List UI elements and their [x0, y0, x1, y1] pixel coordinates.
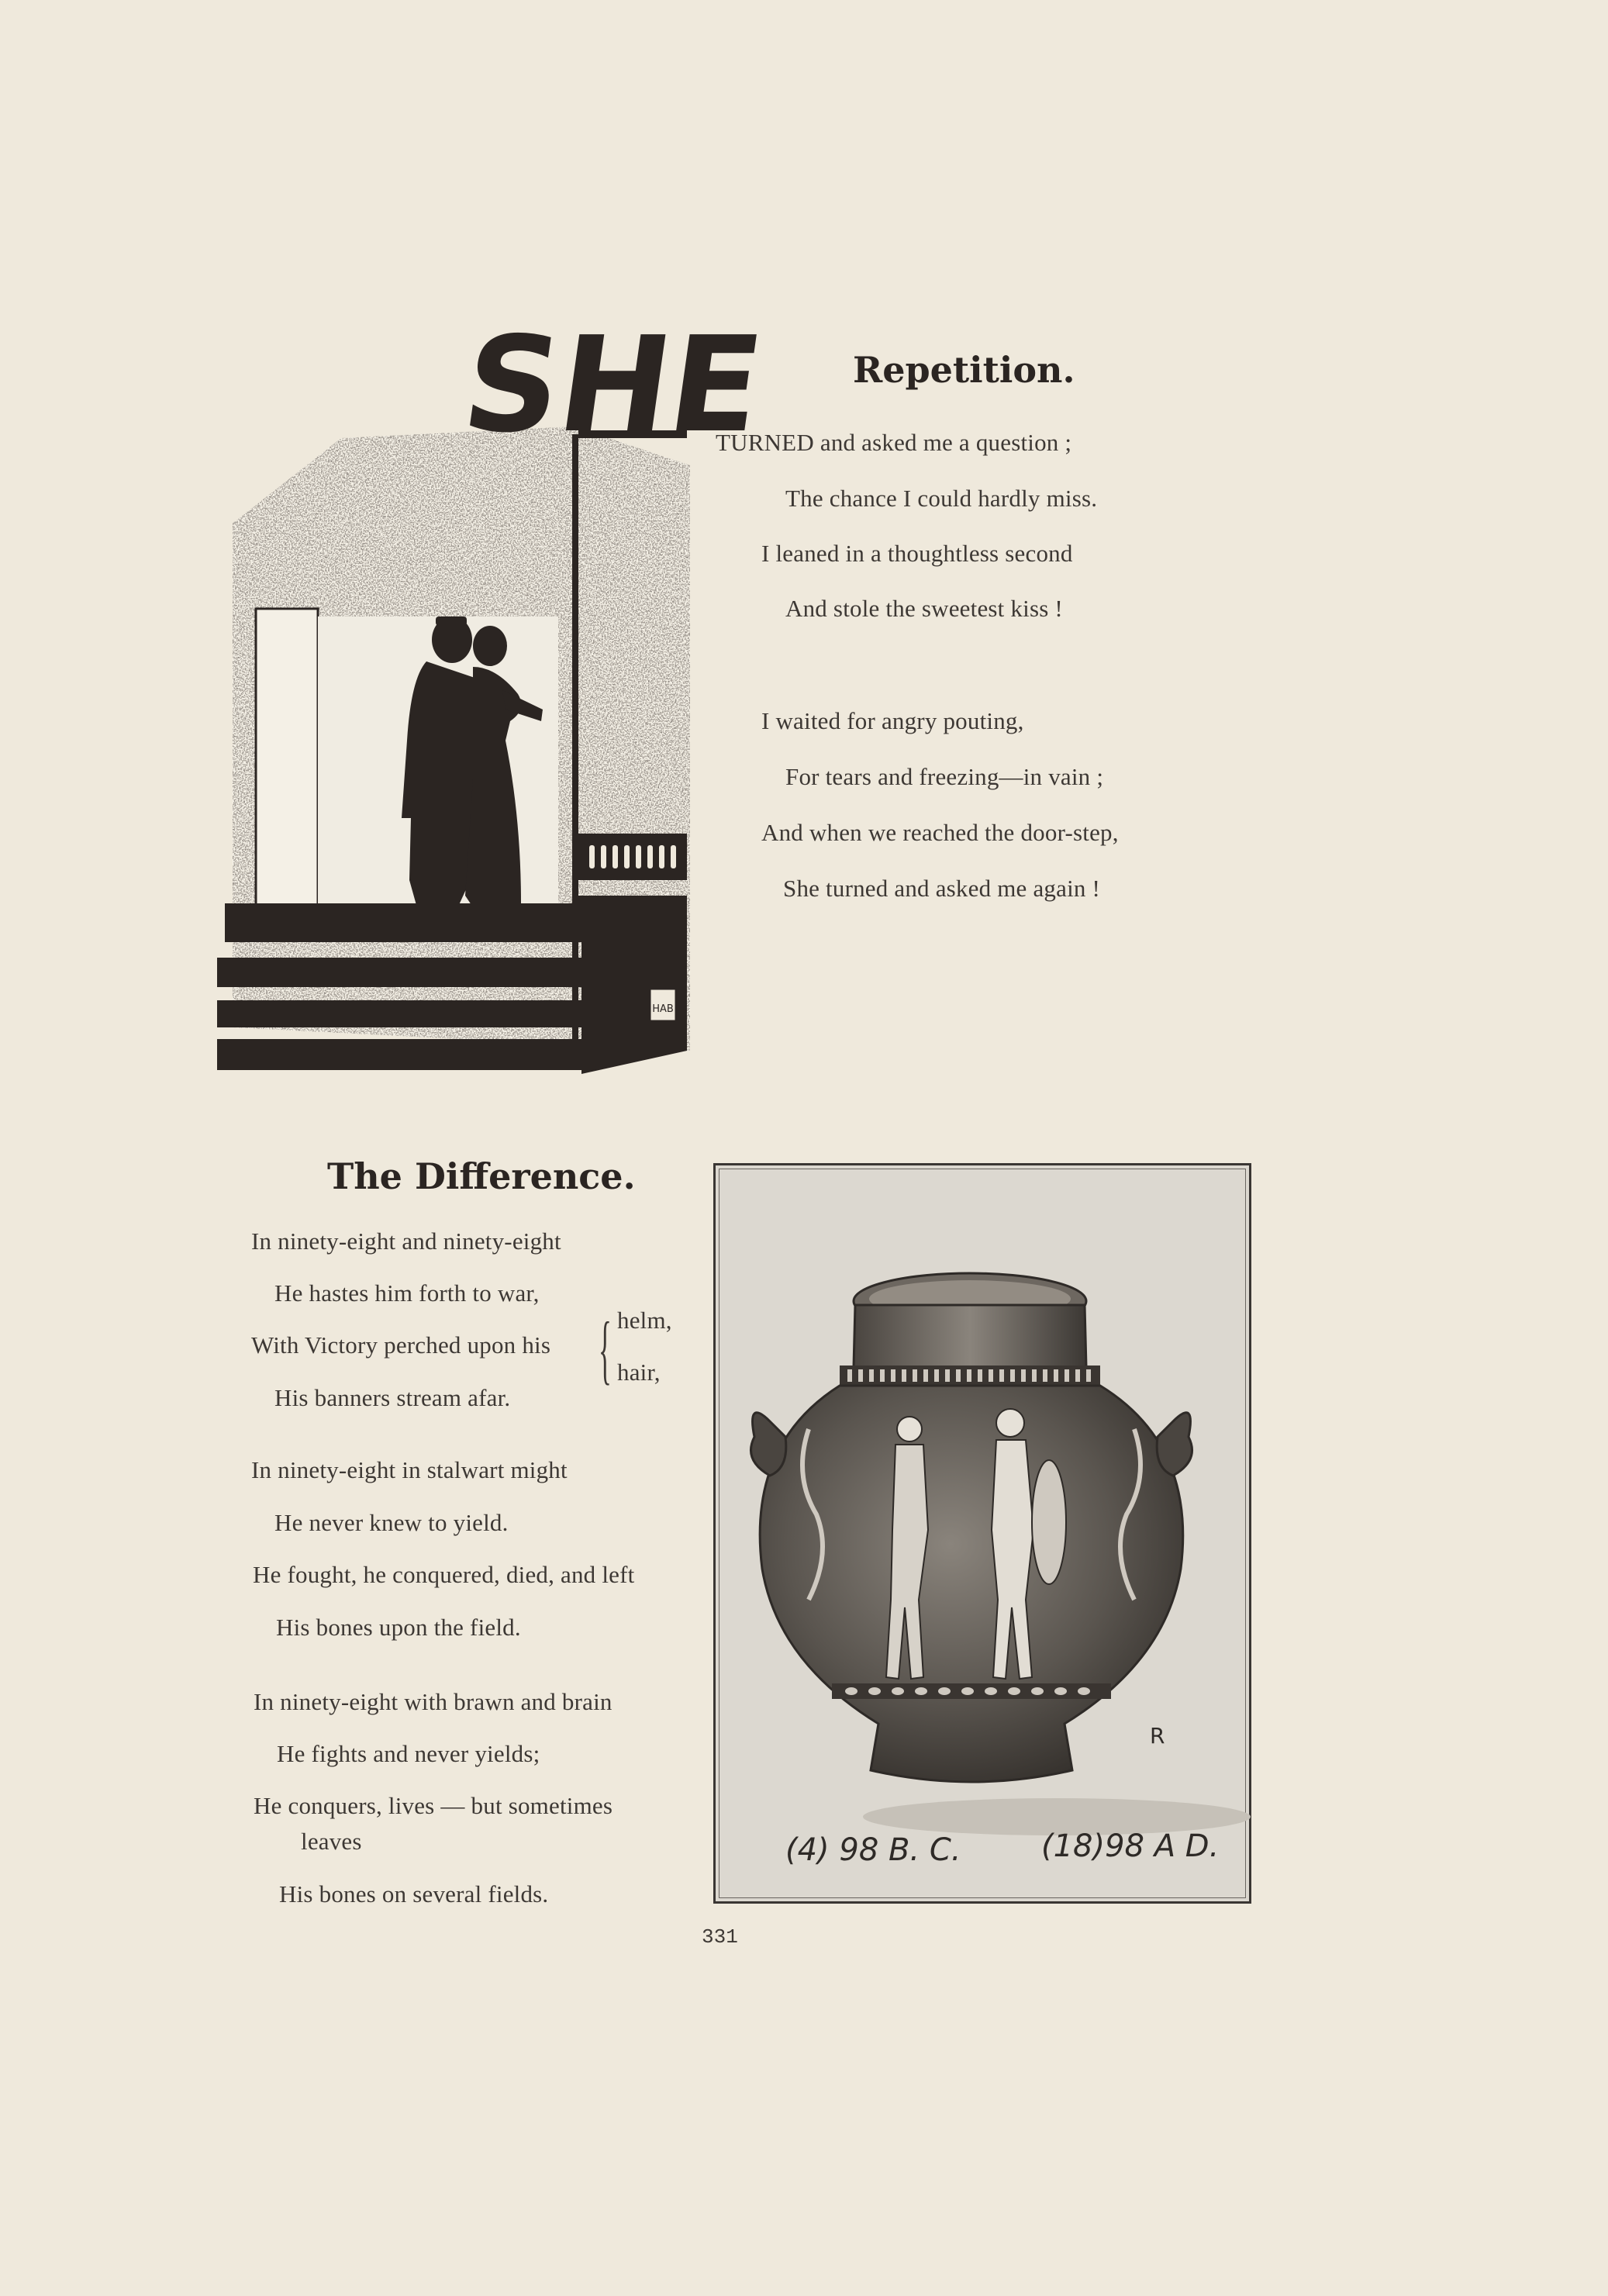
brace-icon: { [599, 1306, 612, 1392]
poem2-line: He fought, he conquered, died, and left [253, 1561, 635, 1588]
vase-caption-left: (4) 98 B. C. [785, 1832, 961, 1868]
vase-caption-right: (18)98 A D. [1041, 1828, 1220, 1864]
vase-plate [713, 1163, 1251, 1904]
steps [217, 896, 687, 1074]
poem1-line: And stole the sweetest kiss ! [785, 595, 1063, 622]
poem1-line: TURNED and asked me a question ; [716, 429, 1072, 456]
poem1-line: She turned and asked me again ! [783, 875, 1101, 902]
poem2-line: In ninety-eight with brawn and brain [254, 1688, 612, 1715]
poem2-line: He never knew to yield. [274, 1509, 509, 1536]
she-doorway-illustration [217, 275, 771, 1074]
poem2-line: His bones upon the field. [276, 1614, 521, 1641]
poem2-line: He fights and never yields; [277, 1740, 540, 1767]
svg-text:HAB: HAB [652, 1003, 674, 1015]
poem2-line: In ninety-eight in stalwart might [251, 1456, 568, 1483]
poem2-line: He hastes him forth to war, [274, 1279, 540, 1307]
poem1-line: For tears and freezing—in vain ; [785, 763, 1104, 790]
page-number: 331 [702, 1925, 738, 1949]
artist-monogram [650, 989, 676, 1021]
poem2-line: His bones on several fields. [279, 1880, 549, 1908]
brace-option-bottom: hair, [617, 1359, 661, 1386]
molding-band [578, 834, 687, 880]
poem2-line: His banners stream afar. [274, 1384, 511, 1411]
poem2-line: leaves [301, 1828, 362, 1855]
poem1-line: The chance I could hardly miss. [785, 485, 1098, 512]
brace-option-top: helm, [617, 1307, 672, 1334]
poem2-line: In ninety-eight and ninety-eight [251, 1227, 561, 1255]
svg-text:SHE: SHE [454, 308, 771, 462]
poem1-title: Repetition. [853, 349, 1075, 391]
vase-monogram: R [1150, 1723, 1165, 1749]
poem2-line: With Victory perched upon his [251, 1331, 551, 1359]
poem2-title: The Difference. [327, 1155, 636, 1197]
vase-illustration [716, 1165, 1249, 1901]
poem2-line: He conquers, lives — but sometimes [254, 1792, 613, 1819]
poem1-line: And when we reached the door-step, [761, 819, 1119, 846]
poem1-line: I leaned in a thoughtless second [761, 540, 1073, 567]
poem1-line: I waited for angry pouting, [761, 707, 1024, 734]
